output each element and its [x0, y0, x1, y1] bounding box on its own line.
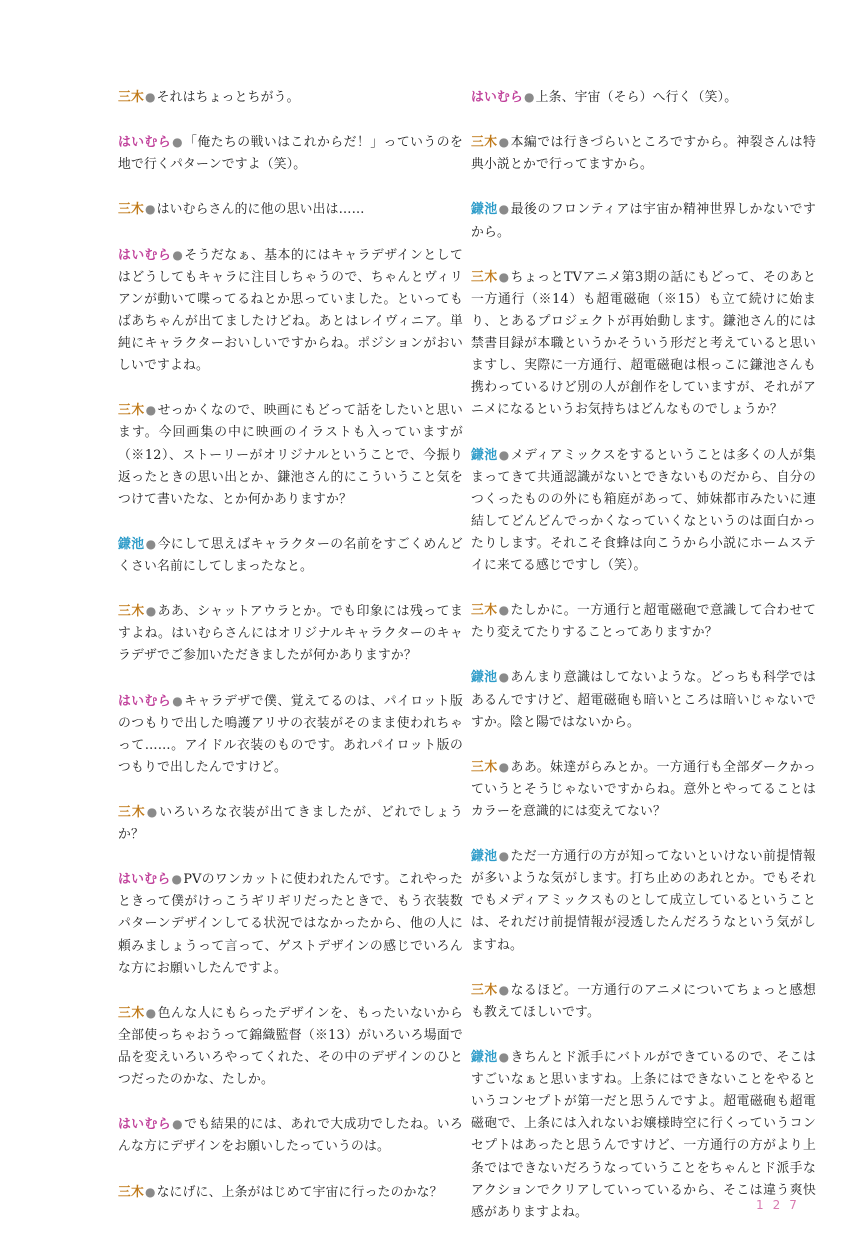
dialogue-text: でも結果的には、あれで大成功でしたね。いろんな方にデザインをお願いしたっていうのは。 — [118, 1117, 463, 1155]
bullet-dot-icon: ● — [498, 849, 510, 864]
dialogue-text: 今にして思えばキャラクターの名前をすごくめんどくさい名前にしてしまったなと。 — [118, 536, 463, 574]
dialogue-text: 本編では行きづらいところですから。神裂さんは特典小説とかで行ってますから。 — [471, 135, 817, 173]
dialogue-paragraph — [471, 845, 816, 956]
speaker-name: はいむら — [118, 1117, 172, 1133]
dialogue-text: 最後のフロンティアは宇宙か精神世界しかないですから。 — [471, 202, 817, 240]
dialogue-text: そうだなぁ、基本的にはキャラデザインとしてはどうしてもキャラに注目しちゃうので、ちゃんとヴィリアンが動いて喋ってるねとか思っていました。といってもばあちゃんが出てましたけどね。あとはレイヴィニア。単純にキャラクターおいしいですからね。ポジションがおいしいですよね。 — [118, 247, 463, 374]
bullet-dot-icon: ● — [498, 759, 510, 774]
dialogue-paragraph — [471, 599, 816, 644]
bullet-dot-icon: ● — [171, 872, 183, 887]
dialogue-text: きちんとド派手にバトルができているので、そこはすごいなぁと思いますね。上条にはできないことをやるというコンセプトが第一だと思うんですよ。超電磁砲も超電磁砲で、上条には入れないお嬢様時空に行くっていうコンセプトはあったと思うんですけど、一方通行の方がより上条ではできないだろうなっていうことをちゃんとド派手なアクションでクリアしていっているから、そこは違う爽快感がありますよね。 — [471, 1050, 817, 1220]
dialogue-text: ああ。妹達がらみとか。一方通行も全部ダークかっていうとそうじゃないですからね。意外とやってることはカラーを意識的には変えてない？ — [471, 759, 817, 819]
dialogue-text: いろいろな衣装が出てきましたが、どれでしょうか？ — [118, 805, 464, 843]
dialogue-paragraph — [118, 600, 463, 667]
speaker-name: 鎌池 — [471, 447, 498, 463]
speaker-name: 鎌池 — [471, 1050, 498, 1066]
speaker-name: 三木 — [118, 604, 145, 620]
dialogue-text: ちょっとTVアニメ第3期の話にもどって、そのあと一方通行（※14）も超電磁砲（※15）も立て続けに始まり、とあるプロジェクトが再始動します。鎌池さん的には禁書目録が本職というかそういう形だと考えていると思いますし、実際に一方通行、超電磁砲は根っこに鎌池さんも携わっているけど別の人が創作をしていますが、それがアニメになるというお気持ちはどんなものでしょうか？ — [471, 269, 816, 418]
bullet-dot-icon: ● — [146, 805, 159, 819]
dialogue-paragraph — [118, 1113, 463, 1158]
dialogue-paragraph — [118, 1002, 463, 1091]
dialogue-paragraph — [118, 801, 463, 846]
bullet-dot-icon: ● — [145, 604, 157, 619]
dialogue-paragraph — [118, 131, 463, 176]
dialogue-text: それはちょっとちがう。 — [156, 90, 300, 105]
speaker-name: 三木 — [118, 1184, 144, 1200]
right-column — [471, 86, 816, 1246]
bullet-dot-icon: ● — [145, 90, 156, 104]
dialogue-paragraph — [471, 979, 816, 1024]
speaker-name: 三木 — [118, 202, 144, 218]
speaker-name: 鎌池 — [118, 536, 145, 552]
dialogue-text: せっかくなので、映画にもどって話をしたいと思います。今回画集の中に映画のイラストも入っていますが（※12）、ストーリーがオリジナルということで、今振り返ったときの思い出とか、鎌池さん的にこういうこと気をつけて書いたな、とか何かありますか？ — [118, 403, 463, 507]
bullet-dot-icon: ● — [145, 1005, 157, 1020]
dialogue-paragraph — [471, 198, 816, 243]
dialogue-text: はいむらさん的に他の思い出は…… — [156, 202, 365, 218]
dialogue-text: PVのワンカットに使われたんです。これやったときって僕がけっこうギリギリだったときで、もう衣装数パターンデザインしてる状況ではなかったから、他の人に頼みましょうって言って、ゲストデザインの感じでいろんな方にお願いしたんですよ。 — [118, 872, 463, 976]
left-column — [118, 86, 463, 1226]
speaker-name: はいむら — [118, 693, 172, 709]
dialogue-text: なにげに、上条がはじめて宇宙に行ったのかな？ — [156, 1184, 443, 1200]
bullet-dot-icon: ● — [145, 202, 156, 217]
dialogue-paragraph — [118, 86, 463, 109]
speaker-name: 鎌池 — [471, 849, 498, 865]
bullet-dot-icon: ● — [498, 982, 510, 997]
bullet-dot-icon: ● — [498, 202, 510, 217]
bullet-dot-icon: ● — [172, 693, 184, 708]
bullet-dot-icon: ● — [498, 269, 510, 284]
speaker-name: はいむら — [471, 90, 523, 105]
dialogue-text: キャラデザで僕、覚えてるのは、パイロット版のつもりで出した鳴護アリサの衣装がそのまま使われちゃって……。アイドル衣装のものです。あれパイロット版のつもりで出したんですけど。 — [118, 693, 463, 775]
bullet-dot-icon: ● — [498, 135, 510, 150]
speaker-name: 三木 — [118, 1005, 145, 1021]
dialogue-text: メディアミックスをするということは多くの人が集まってきて共通認識がないとできないものだから、自分のつくったものの外にも箱庭があって、姉妹都市みたいに連結してどんどんでっかくなっていくなというのは面白かったりします。それこそ食蜂は向こうから小説にホームステイに来てる感じですし（笑）。 — [471, 447, 816, 573]
dialogue-paragraph — [471, 266, 816, 422]
dialogue-text: なるほど。一方通行のアニメについてちょっと感想も教えてほしいです。 — [471, 982, 816, 1020]
speaker-name: 三木 — [118, 403, 145, 419]
dialogue-text: あんまり意識はしてないような。どっちも科学ではあるんですけど、超電磁砲も暗いところは暗いじゃないですか。陰と陽ではないから。 — [471, 670, 816, 730]
speaker-name: 三木 — [471, 269, 498, 285]
dialogue-text: たしかに。一方通行と超電磁砲で意識して合わせてたり変えてたりすることってありますか？ — [471, 603, 816, 641]
bullet-dot-icon: ● — [498, 447, 510, 462]
page-number: 127 — [756, 1198, 806, 1212]
speaker-name: 三木 — [118, 805, 146, 820]
speaker-name: 三木 — [471, 603, 498, 619]
bullet-dot-icon: ● — [498, 603, 510, 618]
dialogue-paragraph — [118, 1181, 463, 1204]
dialogue-paragraph — [118, 690, 463, 779]
dialogue-paragraph — [118, 533, 463, 578]
speaker-name: 三木 — [471, 759, 498, 775]
bullet-dot-icon: ● — [498, 1050, 510, 1065]
dialogue-paragraph — [118, 198, 463, 221]
dialogue-paragraph — [471, 86, 816, 109]
dialogue-paragraph — [118, 868, 463, 979]
speaker-name: はいむら — [118, 872, 171, 888]
bullet-dot-icon: ● — [172, 1117, 184, 1132]
dialogue-paragraph — [471, 666, 816, 733]
speaker-name: はいむら — [118, 247, 172, 263]
speaker-name: 鎌池 — [471, 202, 498, 218]
bullet-dot-icon: ● — [145, 536, 157, 551]
dialogue-paragraph — [118, 399, 463, 510]
dialogue-paragraph — [471, 131, 816, 176]
dialogue-text: ああ、シャットアウラとか。でも印象には残ってますよね。はいむらさんにはオリジナルキャラクターのキャラデザでご参加いただきましたが何かありますか？ — [118, 604, 464, 664]
dialogue-paragraph — [118, 244, 463, 378]
bullet-dot-icon: ● — [145, 403, 157, 418]
speaker-name: 三木 — [118, 90, 144, 105]
dialogue-text: ただ一方通行の方が知ってないといけない前提情報が多いような気がします。打ち止めのあれとか。でもそれでもメディアミックスものとして成立しているということは、それだけ前提情報が浸透したんだろうなという気がしますね。 — [471, 849, 816, 953]
speaker-name: はいむら — [118, 135, 172, 151]
speaker-name: 鎌池 — [471, 670, 498, 686]
bullet-dot-icon: ● — [498, 670, 510, 685]
bullet-dot-icon: ● — [524, 90, 535, 104]
bullet-dot-icon: ● — [172, 135, 184, 150]
dialogue-paragraph — [471, 444, 816, 578]
dialogue-text: 色んな人にもらったデザインを、もったいないから全部使っちゃおうって錦織監督（※13）がいろいろ場面で品を変えいろいろやってくれた、その中のデザインのひとつだったのかな、たしか。 — [118, 1005, 463, 1088]
speaker-name: 三木 — [471, 135, 498, 151]
dialogue-paragraph — [471, 756, 816, 823]
dialogue-text: 上条、宇宙（そら）へ行く（笑）。 — [535, 90, 738, 105]
dialogue-text: 「俺たちの戦いはこれからだ！」っていうのを地で行くパターンですよ（笑）。 — [118, 135, 463, 173]
bullet-dot-icon: ● — [172, 247, 184, 262]
bullet-dot-icon: ● — [145, 1184, 156, 1199]
speaker-name: 三木 — [471, 982, 498, 998]
